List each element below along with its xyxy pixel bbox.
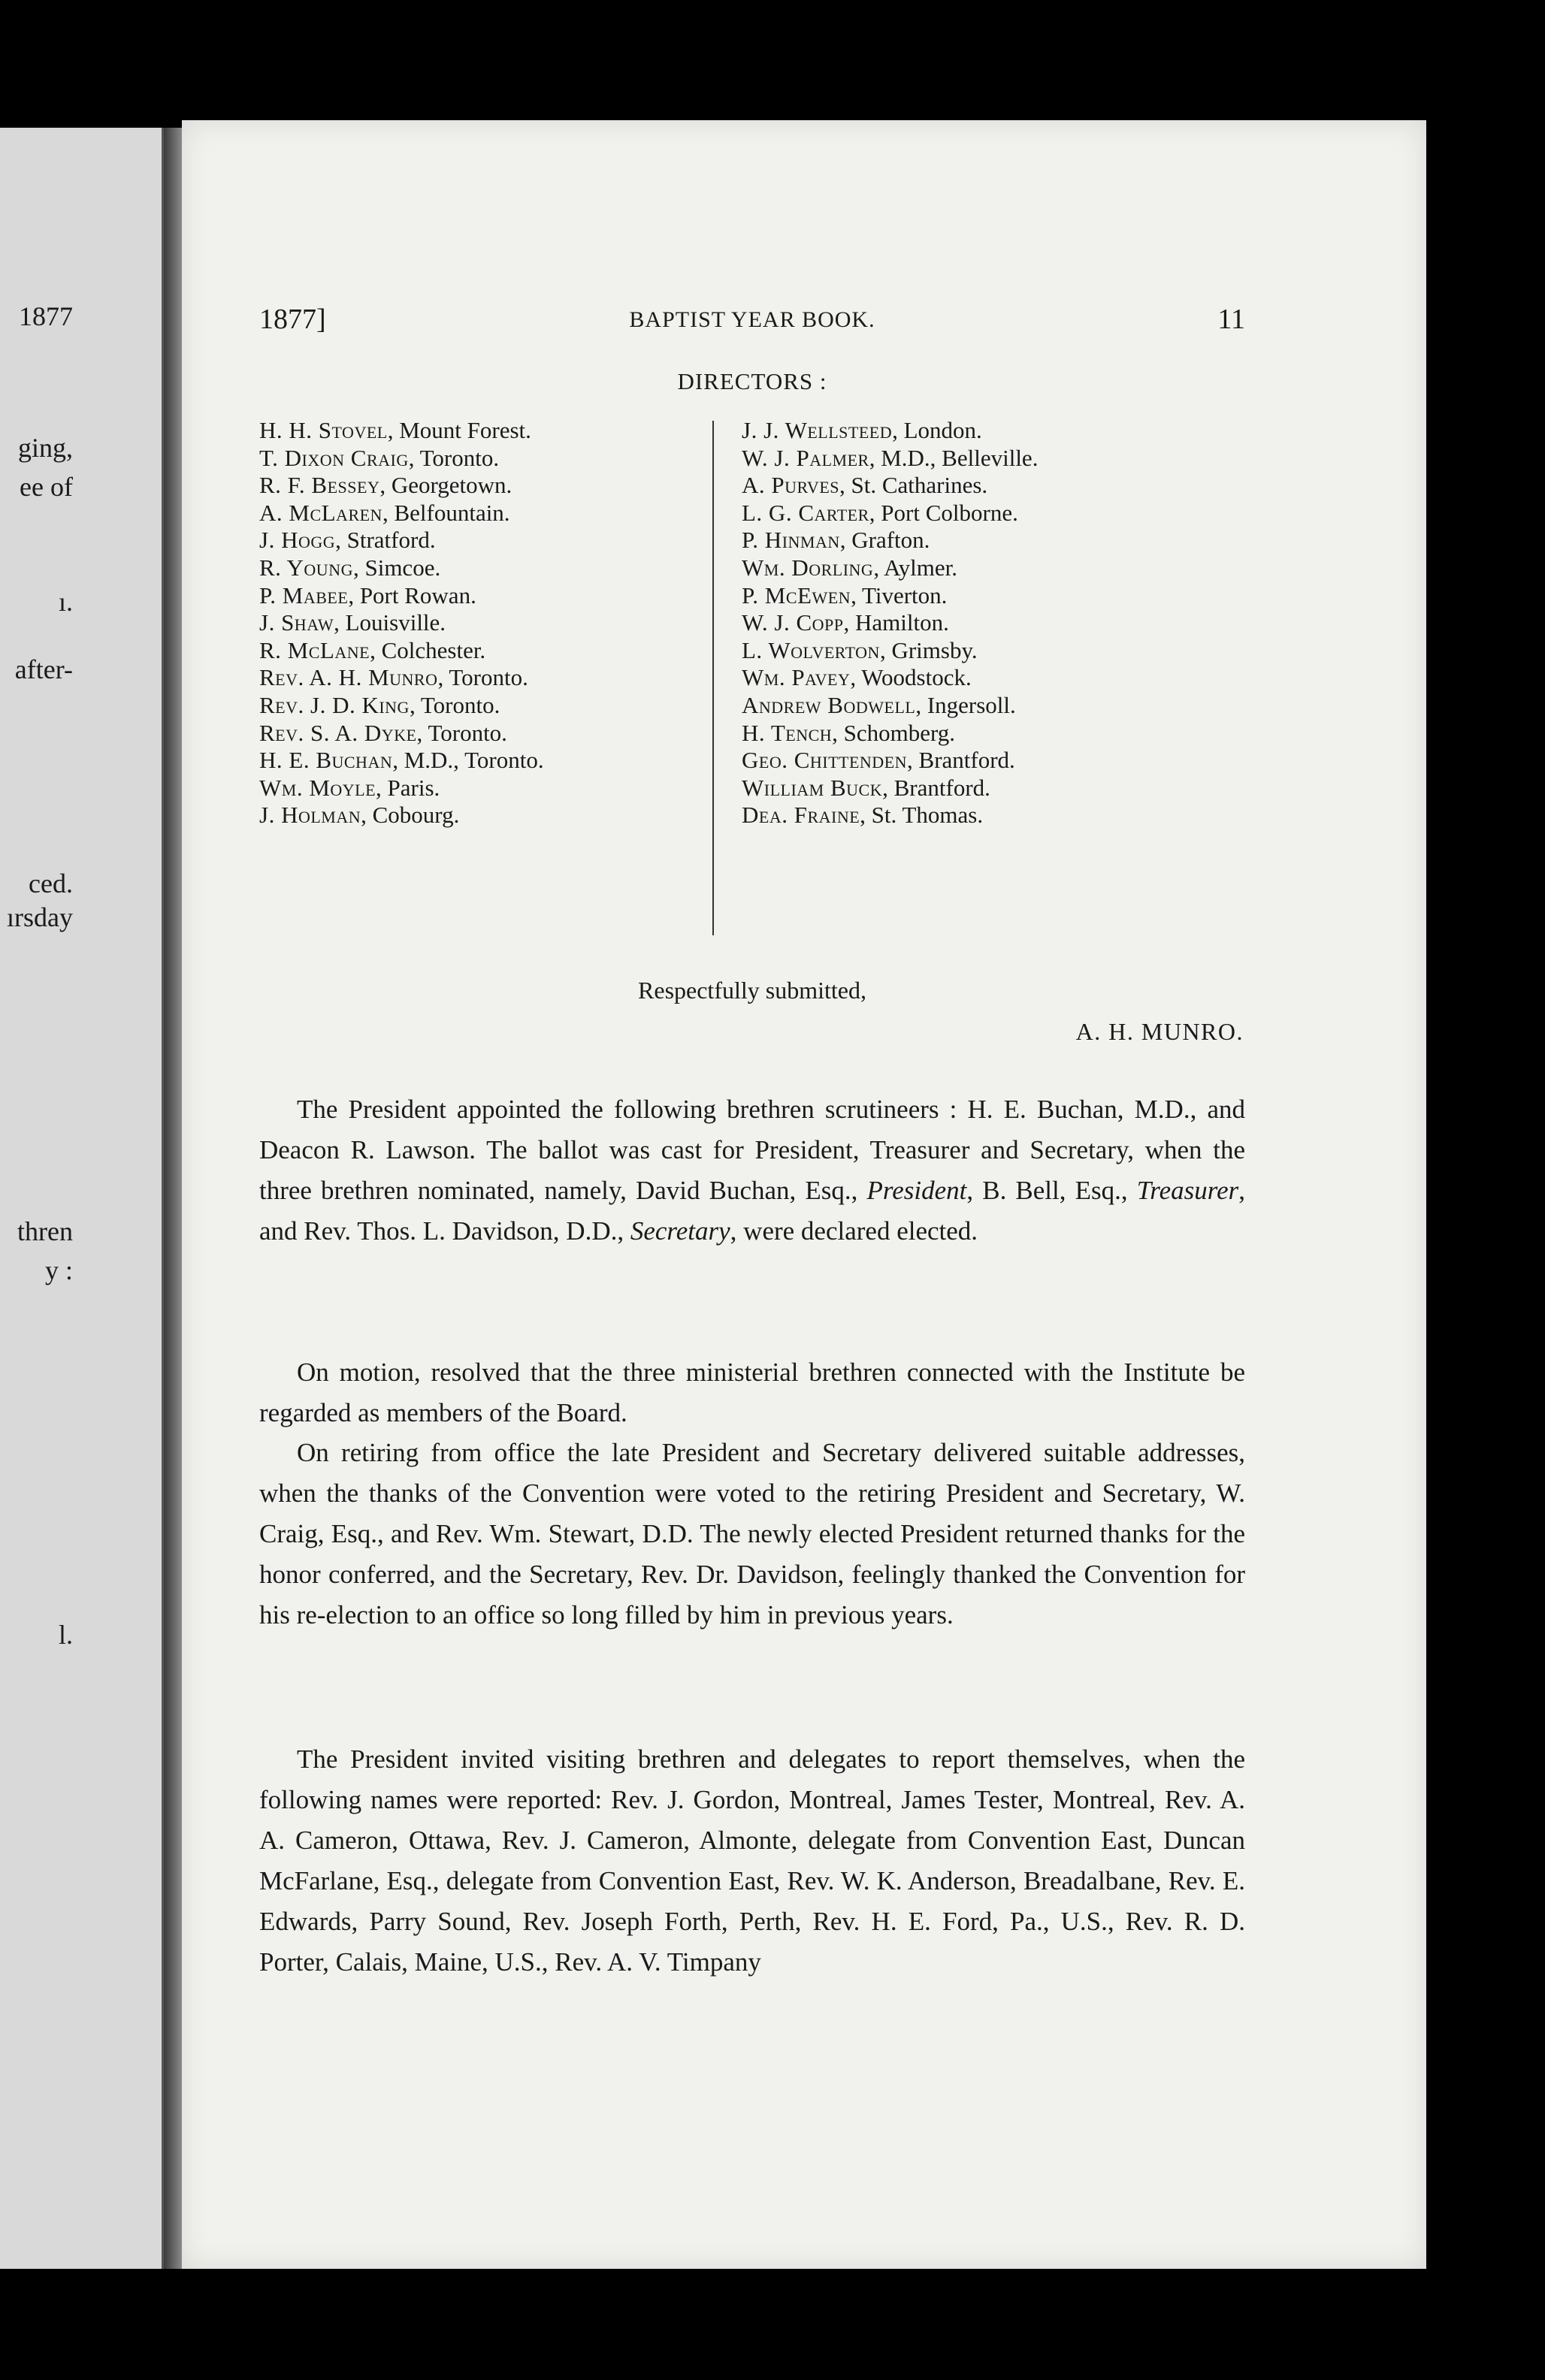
prev-page-text: ging, [17,433,73,463]
prev-page-text: after- [14,654,73,684]
director-entry: R. Young, Simcoe. [259,554,441,581]
directors-left-column [259,417,680,829]
director-entry: William Buck, Brantford. [742,774,990,801]
paragraph-election: The President appointed the following brethren scrutineers : H. E. Buchan, M.D., and Deacon R. Lawson. The ballot was cast for President, Treasurer and Secretary, when the three brethren nominated, namely, David Buchan, Esq., President, B. Bell, Esq., Treasurer, and Rev. Thos. L. Davidson, D.D., Secretary, were declared elected. [259,1095,1245,1246]
director-entry: Rev. S. A. Dyke, Toronto. [259,719,507,746]
director-entry: A. McLaren, Belfountain. [259,499,510,526]
director-entry: L. Wolverton, Grimsby. [742,636,978,663]
director-entry: J. Holman, Cobourg. [259,802,460,829]
header-title: BAPTIST YEAR BOOK. [629,307,875,332]
director-entry: H. Tench, Schomberg. [742,719,956,746]
book-gutter [164,128,182,2269]
paragraph-visitors: The President invited visiting brethren and delegates to report themselves, when the following names were reported: Rev. J. Gordon, Montreal, James Tester, Montreal, Rev. A. A. Cameron, Ottawa, Rev. J. Cameron, Almonte, delegate from Convention East, Duncan McFarlane, Esq., delegate from Convention East, Rev. W. K. Anderson, Breadalbane, Rev. E. Edwards, Parry Sound, Rev. Joseph Forth, Perth, Rev. H. E. Ford, Pa., U.S., Rev. R. D. Porter, Calais, Maine, U.S., Rev. A. V. Timpany [259,1744,1245,1977]
signer-name: A. H. MUNRO. [1075,1018,1244,1045]
page-number: 11 [1217,304,1245,335]
director-entry: A. Purves, St. Catharines. [742,472,988,499]
paragraph-retiring: On retiring from office the late President and Secretary delivered suitable addresses, when the thanks of the Convention were voted to the retiring President and Secretary, W. Craig, Esq., and Rev. Wm. Stewart, D.D. The newly elected President returned thanks for the honor conferred, and the Secretary, Rev. Dr. Davidson, feelingly thanked the Convention for his re-election to an office so long filled by him in previous years. [259,1438,1245,1629]
prev-page-text: ee of [20,472,73,502]
director-entry: P. Mabee, Port Rowan. [259,581,476,609]
prev-page-text: ırsday [7,902,73,932]
director-entry: Wm. Dorling, Aylmer. [742,554,957,581]
director-entry: Wm. Moyle, Paris. [259,774,440,801]
director-entry: W. J. Palmer, M.D., Belleville. [742,444,1039,471]
director-entry: J. Hogg, Stratford. [259,527,436,554]
running-header [259,303,1245,340]
previous-page-edge [0,128,166,2269]
prev-page-text: 1877 [19,301,73,331]
director-entry: Andrew Bodwell, Ingersoll. [742,691,1016,718]
director-entry: T. Dixon Craig, Toronto. [259,444,500,471]
prev-page-text: y : [44,1255,73,1285]
director-entry: Wm. Pavey, Woodstock. [742,664,972,691]
director-entry: P. McEwen, Tiverton. [742,581,948,609]
prev-page-text: thren [17,1216,73,1246]
director-entry: W. J. Copp, Hamilton. [742,609,949,636]
prev-page-text: l. [58,1620,73,1650]
column-divider [712,421,714,935]
director-entry: R. McLane, Colchester. [259,636,486,663]
director-entry: J. J. Wellsteed, London. [742,417,982,443]
directors-right-column [742,417,1223,829]
directors-heading: DIRECTORS : [677,368,827,394]
prev-page-text: ced. [29,868,73,899]
director-entry: R. F. Bessey, Georgetown. [259,472,512,499]
director-entry: Geo. Chittenden, Brantford. [742,747,1015,774]
prev-page-text: ı. [58,587,73,617]
director-entry: H. E. Buchan, M.D., Toronto. [259,747,544,774]
paragraph-motion: On motion, resolved that the three ministerial brethren connected with the Institute be regarded as members of the Board. [259,1358,1245,1427]
director-entry: J. Shaw, Louisville. [259,609,446,636]
director-entry: Dea. Fraine, St. Thomas. [742,802,984,829]
header-year: 1877] [259,304,326,335]
director-entry: H. H. Stovel, Mount Forest. [259,417,531,443]
respectfully-submitted: Respectfully submitted, [638,977,866,1004]
director-entry: Rev. J. D. King, Toronto. [259,691,500,718]
book-page [182,120,1426,2269]
director-entry: Rev. A. H. Munro, Toronto. [259,664,528,691]
director-entry: L. G. Carter, Port Colborne. [742,499,1018,526]
director-entry: P. Hinman, Grafton. [742,527,930,554]
